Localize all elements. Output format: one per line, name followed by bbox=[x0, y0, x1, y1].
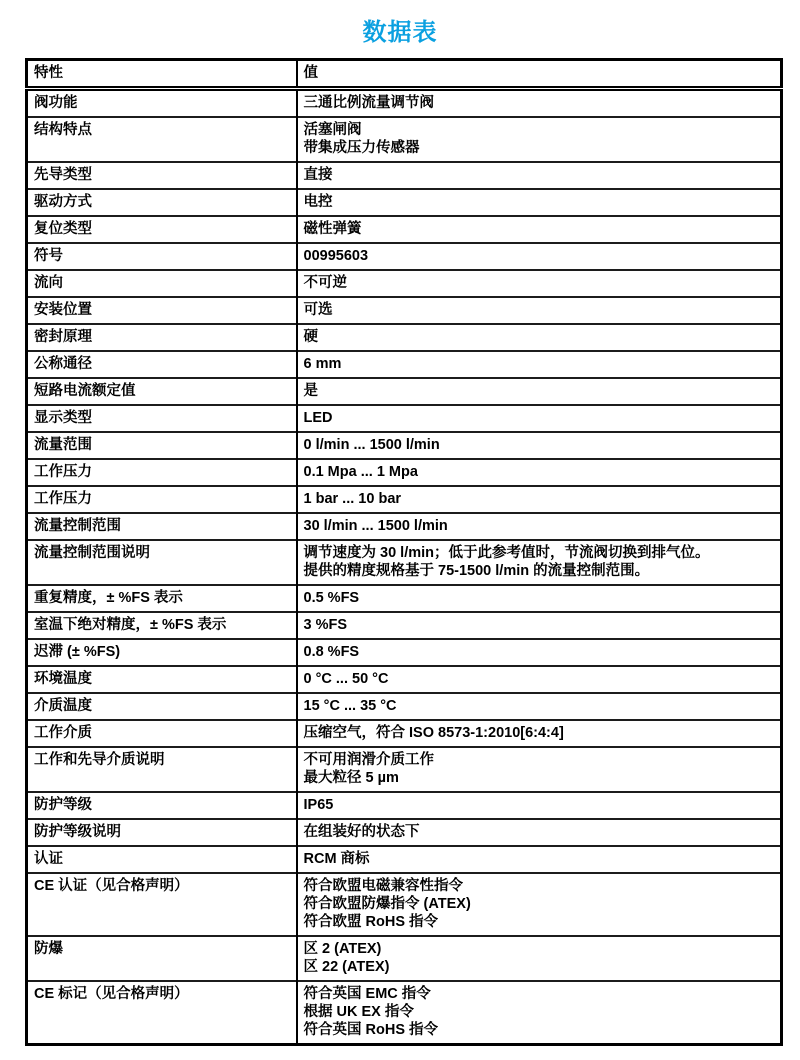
feature-cell: 流量范围 bbox=[27, 432, 297, 459]
value-cell bbox=[297, 585, 782, 612]
header-feature: 特性 bbox=[27, 60, 297, 89]
value-line: 符合英国 RoHS 指令 bbox=[303, 1022, 439, 1038]
table-row bbox=[27, 585, 782, 612]
value-line: 符合英国 EMC 指令 bbox=[303, 986, 431, 1002]
feature-cell: 驱动方式 bbox=[27, 189, 297, 216]
table-row bbox=[27, 405, 782, 432]
value-line: 磁性弹簧 bbox=[303, 221, 362, 237]
value-cell bbox=[297, 612, 782, 639]
value-line: 硬 bbox=[303, 329, 318, 345]
value-line: 直接 bbox=[303, 167, 333, 183]
value-cell bbox=[297, 936, 782, 981]
value-cell bbox=[297, 378, 782, 405]
value-cell bbox=[297, 666, 782, 693]
table-row bbox=[27, 720, 782, 747]
value-cell bbox=[297, 405, 782, 432]
table-row bbox=[27, 819, 782, 846]
feature-cell: 显示类型 bbox=[27, 405, 297, 432]
value-cell bbox=[297, 981, 782, 1045]
value-line: 可选 bbox=[303, 302, 333, 318]
table-row bbox=[27, 846, 782, 873]
table-row bbox=[27, 270, 782, 297]
value-line: 活塞闸阀 bbox=[303, 122, 362, 138]
value-line: 最大粒径 5 µm bbox=[303, 770, 399, 786]
value-cell bbox=[297, 351, 782, 378]
table-row bbox=[27, 459, 782, 486]
value-line: 0 °C ... 50 °C bbox=[303, 671, 389, 687]
value-line: 符合欧盟电磁兼容性指令 bbox=[303, 878, 463, 894]
feature-cell: 符号 bbox=[27, 243, 297, 270]
page-title: 数据表 bbox=[362, 19, 438, 46]
value-line: 1 bar ... 10 bar bbox=[303, 491, 402, 507]
value-cell bbox=[297, 513, 782, 540]
table-row bbox=[27, 936, 782, 981]
value-line: 6 mm bbox=[303, 356, 342, 372]
value-line: 带集成压力传感器 bbox=[303, 140, 420, 156]
feature-cell: CE 标记（见合格声明） bbox=[27, 981, 297, 1045]
value-line: 压缩空气，符合 ISO 8573-1:2010[6:4:4] bbox=[303, 725, 564, 741]
feature-cell: 阀功能 bbox=[27, 89, 297, 118]
feature-cell: 流量控制范围说明 bbox=[27, 540, 297, 585]
feature-cell: 公称通径 bbox=[27, 351, 297, 378]
feature-cell: 工作和先导介质说明 bbox=[27, 747, 297, 792]
table-row bbox=[27, 216, 782, 243]
value-line: 区 22 (ATEX) bbox=[303, 959, 390, 975]
feature-cell: 工作介质 bbox=[27, 720, 297, 747]
feature-cell: 安装位置 bbox=[27, 297, 297, 324]
table-row bbox=[27, 378, 782, 405]
table-row bbox=[27, 486, 782, 513]
value-cell bbox=[297, 720, 782, 747]
value-line: 符合欧盟 RoHS 指令 bbox=[303, 914, 439, 930]
feature-cell: 流量控制范围 bbox=[27, 513, 297, 540]
value-cell bbox=[297, 270, 782, 297]
table-row bbox=[27, 639, 782, 666]
header-value: 值 bbox=[297, 60, 782, 89]
table-row bbox=[27, 117, 782, 162]
table-row bbox=[27, 792, 782, 819]
value-line: 根据 UK EX 指令 bbox=[303, 1004, 414, 1020]
value-line: 0.1 Mpa ... 1 Mpa bbox=[303, 464, 418, 480]
table-row bbox=[27, 432, 782, 459]
feature-cell: 先导类型 bbox=[27, 162, 297, 189]
value-cell bbox=[297, 324, 782, 351]
table-row bbox=[27, 513, 782, 540]
value-cell bbox=[297, 189, 782, 216]
value-cell bbox=[297, 873, 782, 936]
value-line: 调节速度为 30 l/min；低于此参考值时，节流阀切换到排气位。 bbox=[303, 545, 710, 561]
value-line: 电控 bbox=[303, 194, 333, 210]
table-row bbox=[27, 351, 782, 378]
feature-cell: 流向 bbox=[27, 270, 297, 297]
value-line: 0 l/min ... 1500 l/min bbox=[303, 437, 440, 453]
value-cell bbox=[297, 216, 782, 243]
table-row bbox=[27, 540, 782, 585]
table-row bbox=[27, 981, 782, 1045]
spec-table-body bbox=[27, 89, 782, 1045]
value-line: RCM 商标 bbox=[303, 851, 370, 867]
value-cell bbox=[297, 846, 782, 873]
value-cell bbox=[297, 432, 782, 459]
value-cell bbox=[297, 639, 782, 666]
table-row bbox=[27, 747, 782, 792]
value-cell bbox=[297, 243, 782, 270]
value-cell bbox=[297, 540, 782, 585]
table-row bbox=[27, 612, 782, 639]
value-line: 30 l/min ... 1500 l/min bbox=[303, 518, 448, 534]
feature-cell: 防爆 bbox=[27, 936, 297, 981]
value-cell bbox=[297, 693, 782, 720]
table-row bbox=[27, 162, 782, 189]
table-header-row bbox=[27, 60, 782, 89]
feature-cell: 室温下绝对精度，± %FS 表示 bbox=[27, 612, 297, 639]
value-cell bbox=[297, 459, 782, 486]
table-row bbox=[27, 873, 782, 936]
feature-cell: 重复精度，± %FS 表示 bbox=[27, 585, 297, 612]
feature-cell: 密封原理 bbox=[27, 324, 297, 351]
feature-cell: 结构特点 bbox=[27, 117, 297, 162]
feature-cell: 工作压力 bbox=[27, 486, 297, 513]
value-line: 符合欧盟防爆指令 (ATEX) bbox=[303, 896, 471, 912]
value-cell bbox=[297, 486, 782, 513]
value-line: 是 bbox=[303, 383, 318, 399]
feature-cell: 复位类型 bbox=[27, 216, 297, 243]
feature-cell: 短路电流额定值 bbox=[27, 378, 297, 405]
value-line: 三通比例流量调节阀 bbox=[303, 95, 434, 111]
value-cell bbox=[297, 747, 782, 792]
table-row bbox=[27, 324, 782, 351]
value-cell bbox=[297, 117, 782, 162]
table-row bbox=[27, 297, 782, 324]
value-line: 3 %FS bbox=[303, 617, 348, 633]
feature-cell: 工作压力 bbox=[27, 459, 297, 486]
table-row bbox=[27, 666, 782, 693]
value-cell bbox=[297, 89, 782, 118]
table-row bbox=[27, 89, 782, 118]
value-cell bbox=[297, 819, 782, 846]
feature-cell: 认证 bbox=[27, 846, 297, 873]
value-cell bbox=[297, 792, 782, 819]
value-line: LED bbox=[303, 410, 333, 426]
value-line: 0.8 %FS bbox=[303, 644, 360, 660]
feature-cell: 防护等级说明 bbox=[27, 819, 297, 846]
value-line: 不可逆 bbox=[303, 275, 347, 291]
value-line: 提供的精度规格基于 75-1500 l/min 的流量控制范围。 bbox=[303, 563, 650, 579]
value-line: 不可用润滑介质工作 bbox=[303, 752, 434, 768]
feature-cell: CE 认证（见合格声明） bbox=[27, 873, 297, 936]
table-row bbox=[27, 693, 782, 720]
feature-cell: 防护等级 bbox=[27, 792, 297, 819]
table-row bbox=[27, 243, 782, 270]
value-line: IP65 bbox=[303, 797, 334, 813]
value-cell bbox=[297, 297, 782, 324]
value-line: 15 °C ... 35 °C bbox=[303, 698, 397, 714]
spec-table bbox=[25, 58, 783, 1046]
value-line: 00995603 bbox=[303, 248, 369, 264]
value-line: 在组装好的状态下 bbox=[303, 824, 420, 840]
feature-cell: 迟滞 (± %FS) bbox=[27, 639, 297, 666]
table-row bbox=[27, 189, 782, 216]
value-cell bbox=[297, 162, 782, 189]
feature-cell: 介质温度 bbox=[27, 693, 297, 720]
value-line: 区 2 (ATEX) bbox=[303, 941, 382, 957]
value-line: 0.5 %FS bbox=[303, 590, 360, 606]
feature-cell: 环境温度 bbox=[27, 666, 297, 693]
